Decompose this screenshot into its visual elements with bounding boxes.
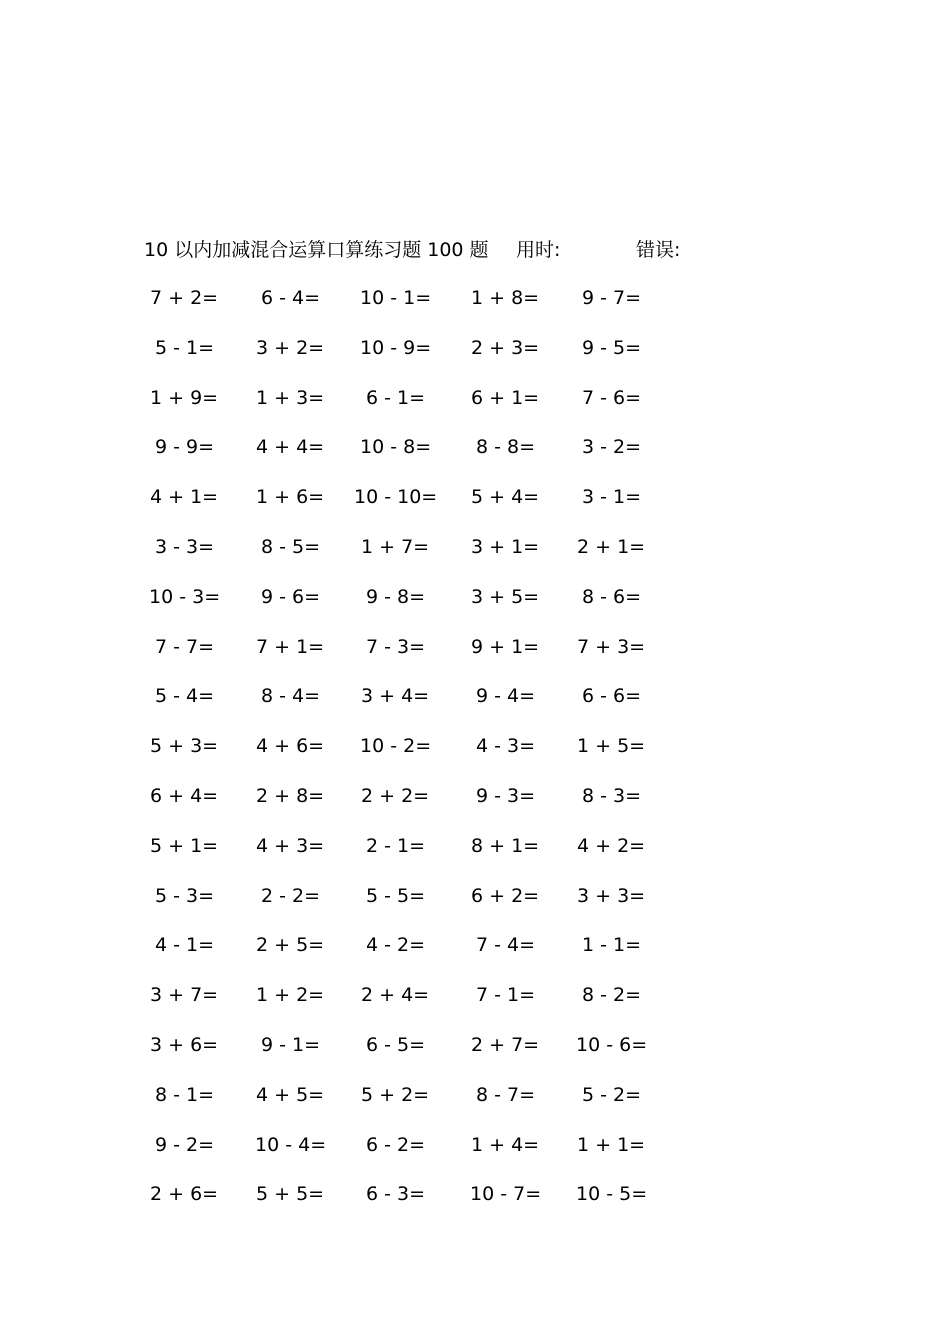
problem: 10 - 8= (360, 436, 432, 458)
problem: 9 - 1= (261, 1034, 321, 1056)
problem: 3 + 1= (471, 536, 540, 558)
problem: 8 - 2= (582, 984, 642, 1006)
problem: 10 - 2= (360, 735, 432, 757)
problem: 1 + 2= (256, 984, 325, 1006)
problem: 3 - 3= (155, 536, 215, 558)
problem: 6 - 3= (366, 1183, 426, 1205)
worksheet-header (0, 236, 950, 264)
problem: 5 - 4= (155, 685, 215, 707)
problem: 1 + 4= (471, 1134, 540, 1156)
problem: 9 - 4= (476, 685, 536, 707)
problem: 6 - 1= (366, 387, 426, 409)
problem: 2 + 8= (256, 785, 325, 807)
problem: 6 + 4= (150, 785, 219, 807)
problem: 6 - 2= (366, 1134, 426, 1156)
problem: 1 + 6= (256, 486, 325, 508)
problem: 7 - 1= (476, 984, 536, 1006)
problem: 3 + 4= (361, 685, 430, 707)
problem: 2 + 7= (471, 1034, 540, 1056)
problem: 8 - 8= (476, 436, 536, 458)
problem: 2 + 2= (361, 785, 430, 807)
problem: 7 - 4= (476, 934, 536, 956)
problem: 10 - 5= (576, 1183, 648, 1205)
problem: 2 + 4= (361, 984, 430, 1006)
problem: 5 - 1= (155, 337, 215, 359)
problem: 8 - 4= (261, 685, 321, 707)
problem: 8 - 5= (261, 536, 321, 558)
problem: 9 + 1= (471, 636, 540, 658)
problem: 6 - 5= (366, 1034, 426, 1056)
problem: 9 - 8= (366, 586, 426, 608)
problem: 2 + 3= (471, 337, 540, 359)
problem: 8 - 6= (582, 586, 642, 608)
problem: 5 + 5= (256, 1183, 325, 1205)
problem: 6 + 1= (471, 387, 540, 409)
problem: 7 - 7= (155, 636, 215, 658)
problem: 3 + 6= (150, 1034, 219, 1056)
problem: 2 - 2= (261, 885, 321, 907)
problem: 9 - 2= (155, 1134, 215, 1156)
problem: 6 - 6= (582, 685, 642, 707)
problem: 4 + 6= (256, 735, 325, 757)
problem: 10 - 1= (360, 287, 432, 309)
problem: 2 + 6= (150, 1183, 219, 1205)
problem: 4 - 1= (155, 934, 215, 956)
problem: 4 + 3= (256, 835, 325, 857)
problem: 8 - 3= (582, 785, 642, 807)
problem: 3 + 3= (577, 885, 646, 907)
problem: 1 + 1= (577, 1134, 646, 1156)
problem: 1 + 9= (150, 387, 219, 409)
problem: 2 - 1= (366, 835, 426, 857)
problem: 7 + 2= (150, 287, 219, 309)
problem: 8 - 7= (476, 1084, 536, 1106)
error-count-label: 错误: (636, 239, 681, 261)
problem: 7 + 3= (577, 636, 646, 658)
problem: 10 - 7= (470, 1183, 542, 1205)
problem: 4 + 5= (256, 1084, 325, 1106)
problem: 1 + 5= (577, 735, 646, 757)
problem: 3 - 1= (582, 486, 642, 508)
problem: 10 - 10= (354, 486, 438, 508)
problem: 5 - 2= (582, 1084, 642, 1106)
problem: 3 - 2= (582, 436, 642, 458)
problem: 5 + 1= (150, 835, 219, 857)
problem: 5 - 3= (155, 885, 215, 907)
problem: 3 + 2= (256, 337, 325, 359)
problem: 8 - 1= (155, 1084, 215, 1106)
problem: 3 + 5= (471, 586, 540, 608)
problem: 4 + 4= (256, 436, 325, 458)
problem: 10 - 9= (360, 337, 432, 359)
problem: 7 - 6= (582, 387, 642, 409)
problem: 9 - 3= (476, 785, 536, 807)
problem: 3 + 7= (150, 984, 219, 1006)
problem: 5 + 3= (150, 735, 219, 757)
problem: 5 + 4= (471, 486, 540, 508)
problem: 2 + 5= (256, 934, 325, 956)
problem: 1 + 8= (471, 287, 540, 309)
problem: 9 - 5= (582, 337, 642, 359)
problem: 7 + 1= (256, 636, 325, 658)
problem: 1 + 7= (361, 536, 430, 558)
problem: 6 - 4= (261, 287, 321, 309)
problem: 9 - 9= (155, 436, 215, 458)
time-used-label: 用时: (516, 239, 561, 261)
problem: 1 - 1= (582, 934, 642, 956)
problem: 10 - 3= (149, 586, 221, 608)
problem: 8 + 1= (471, 835, 540, 857)
problem: 9 - 7= (582, 287, 642, 309)
problem: 4 + 1= (150, 486, 219, 508)
problem: 5 - 5= (366, 885, 426, 907)
problem: 1 + 3= (256, 387, 325, 409)
problem: 2 + 1= (577, 536, 646, 558)
problem: 10 - 4= (255, 1134, 327, 1156)
problem: 10 - 6= (576, 1034, 648, 1056)
problem: 7 - 3= (366, 636, 426, 658)
problem: 4 + 2= (577, 835, 646, 857)
problem: 4 - 3= (476, 735, 536, 757)
problem: 5 + 2= (361, 1084, 430, 1106)
problem: 9 - 6= (261, 586, 321, 608)
problem: 6 + 2= (471, 885, 540, 907)
problem: 4 - 2= (366, 934, 426, 956)
worksheet-title: 10 以内加减混合运算口算练习题 100 题 (144, 239, 489, 261)
